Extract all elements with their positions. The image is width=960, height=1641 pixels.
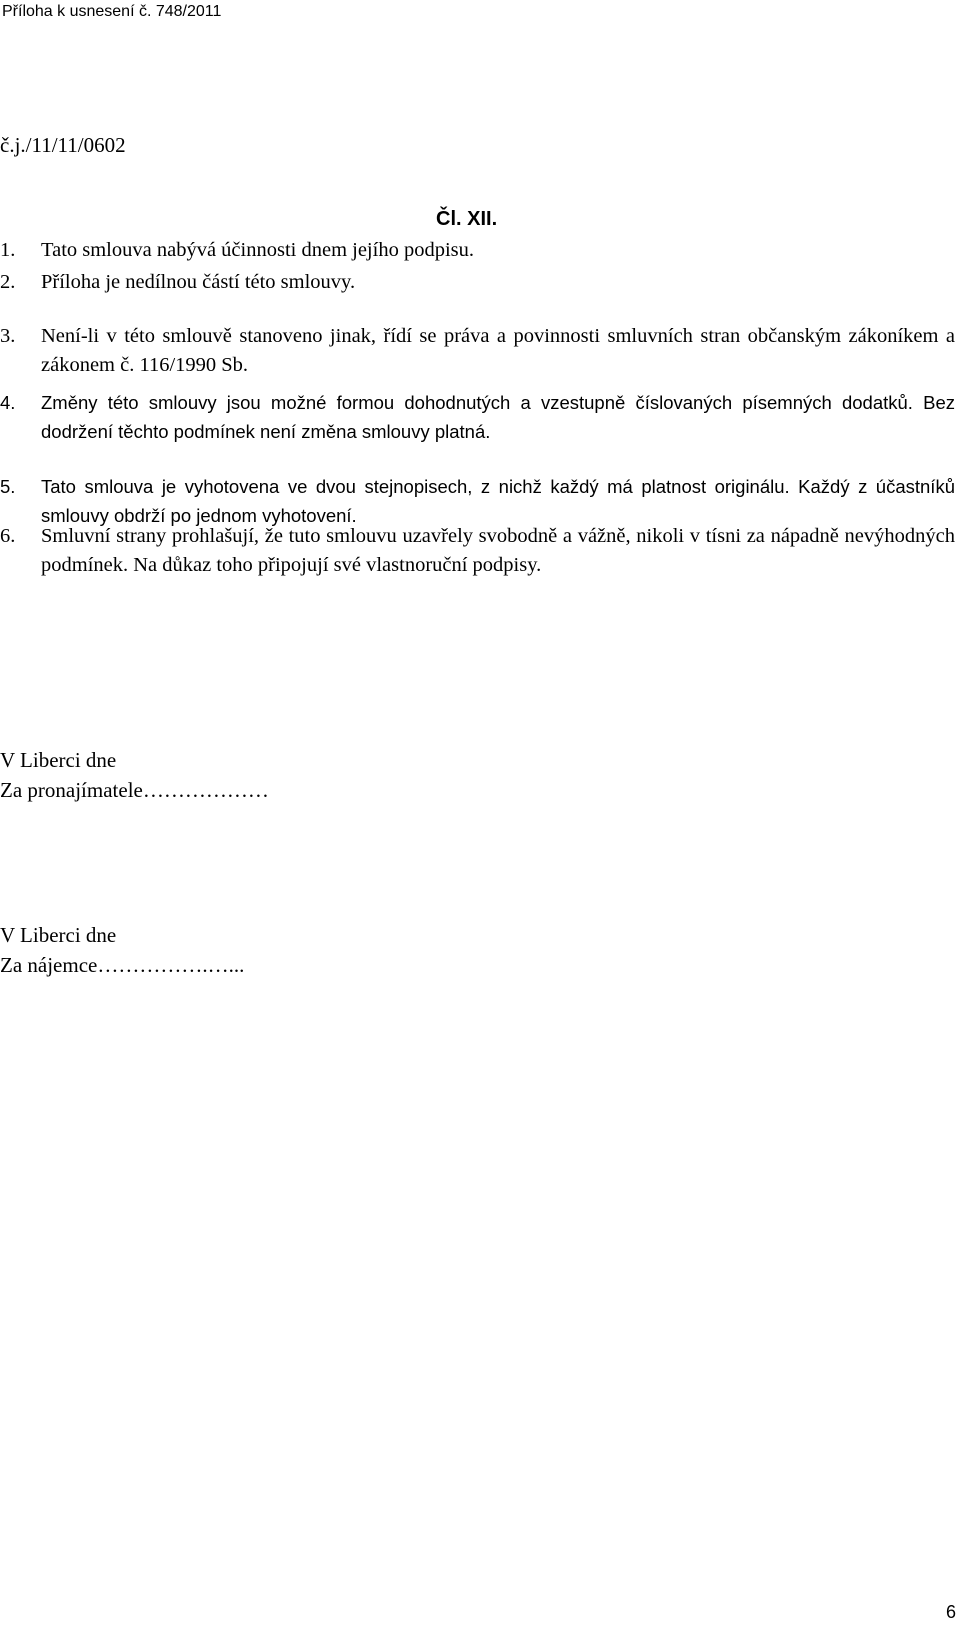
clause-text: Tato smlouva nabývá účinnosti dnem jejího podpisu.	[41, 239, 474, 261]
clause-text: Změny této smlouvy jsou možné formou dohodnutých a vzestupně číslovaných písemných dodatků. Bez dodržení těchto podmínek není změna smlouvy platná.	[41, 392, 955, 442]
clause-text: Příloha je nedílnou částí této smlouvy.	[41, 271, 356, 293]
clause-number: 5.	[0, 476, 16, 497]
clause-6	[0, 522, 955, 580]
article-title: Čl. XII.	[436, 208, 498, 230]
clause-number: 6.	[0, 525, 16, 547]
clause-number: 1.	[0, 239, 16, 261]
signature-party: Za pronajímatele………………	[0, 778, 269, 802]
clause-text: Není-li v této smlouvě stanoveno jinak, řídí se práva a povinnosti smluvních stran občanským zákoníkem a zákonem č. 116/1990 Sb.	[41, 325, 955, 376]
clause-number: 3.	[0, 325, 16, 347]
signature-place: V Liberci dne	[0, 748, 117, 772]
clause-1	[0, 236, 955, 265]
clause-number: 2.	[0, 271, 16, 293]
signature-block-landlord	[0, 745, 269, 805]
clause-number: 4.	[0, 392, 16, 413]
signature-place: V Liberci dne	[0, 923, 117, 947]
clause-4	[0, 388, 955, 446]
signature-block-tenant	[0, 920, 244, 980]
clause-text: Tato smlouva je vyhotovena ve dvou stejnopisech, z nichž každý má platnost originálu. Každý z účastníků smlouvy obdrží po jednom vyhotovení.	[41, 476, 955, 526]
reference-number: č.j./11/11/0602	[0, 133, 126, 157]
clause-2	[0, 268, 955, 297]
clause-text: Smluvní strany prohlašují, že tuto smlouvu uzavřely svobodně a vážně, nikoli v tísni za nápadně nevýhodných podmínek. Na důkaz toho připojují své vlastnoruční podpisy.	[41, 525, 955, 576]
page-number: 6	[945, 1602, 956, 1622]
signature-party: Za nájemce…………….…...	[0, 953, 245, 977]
document-header: Příloha k usnesení č. 748/2011	[2, 3, 222, 20]
clause-3	[0, 322, 955, 380]
